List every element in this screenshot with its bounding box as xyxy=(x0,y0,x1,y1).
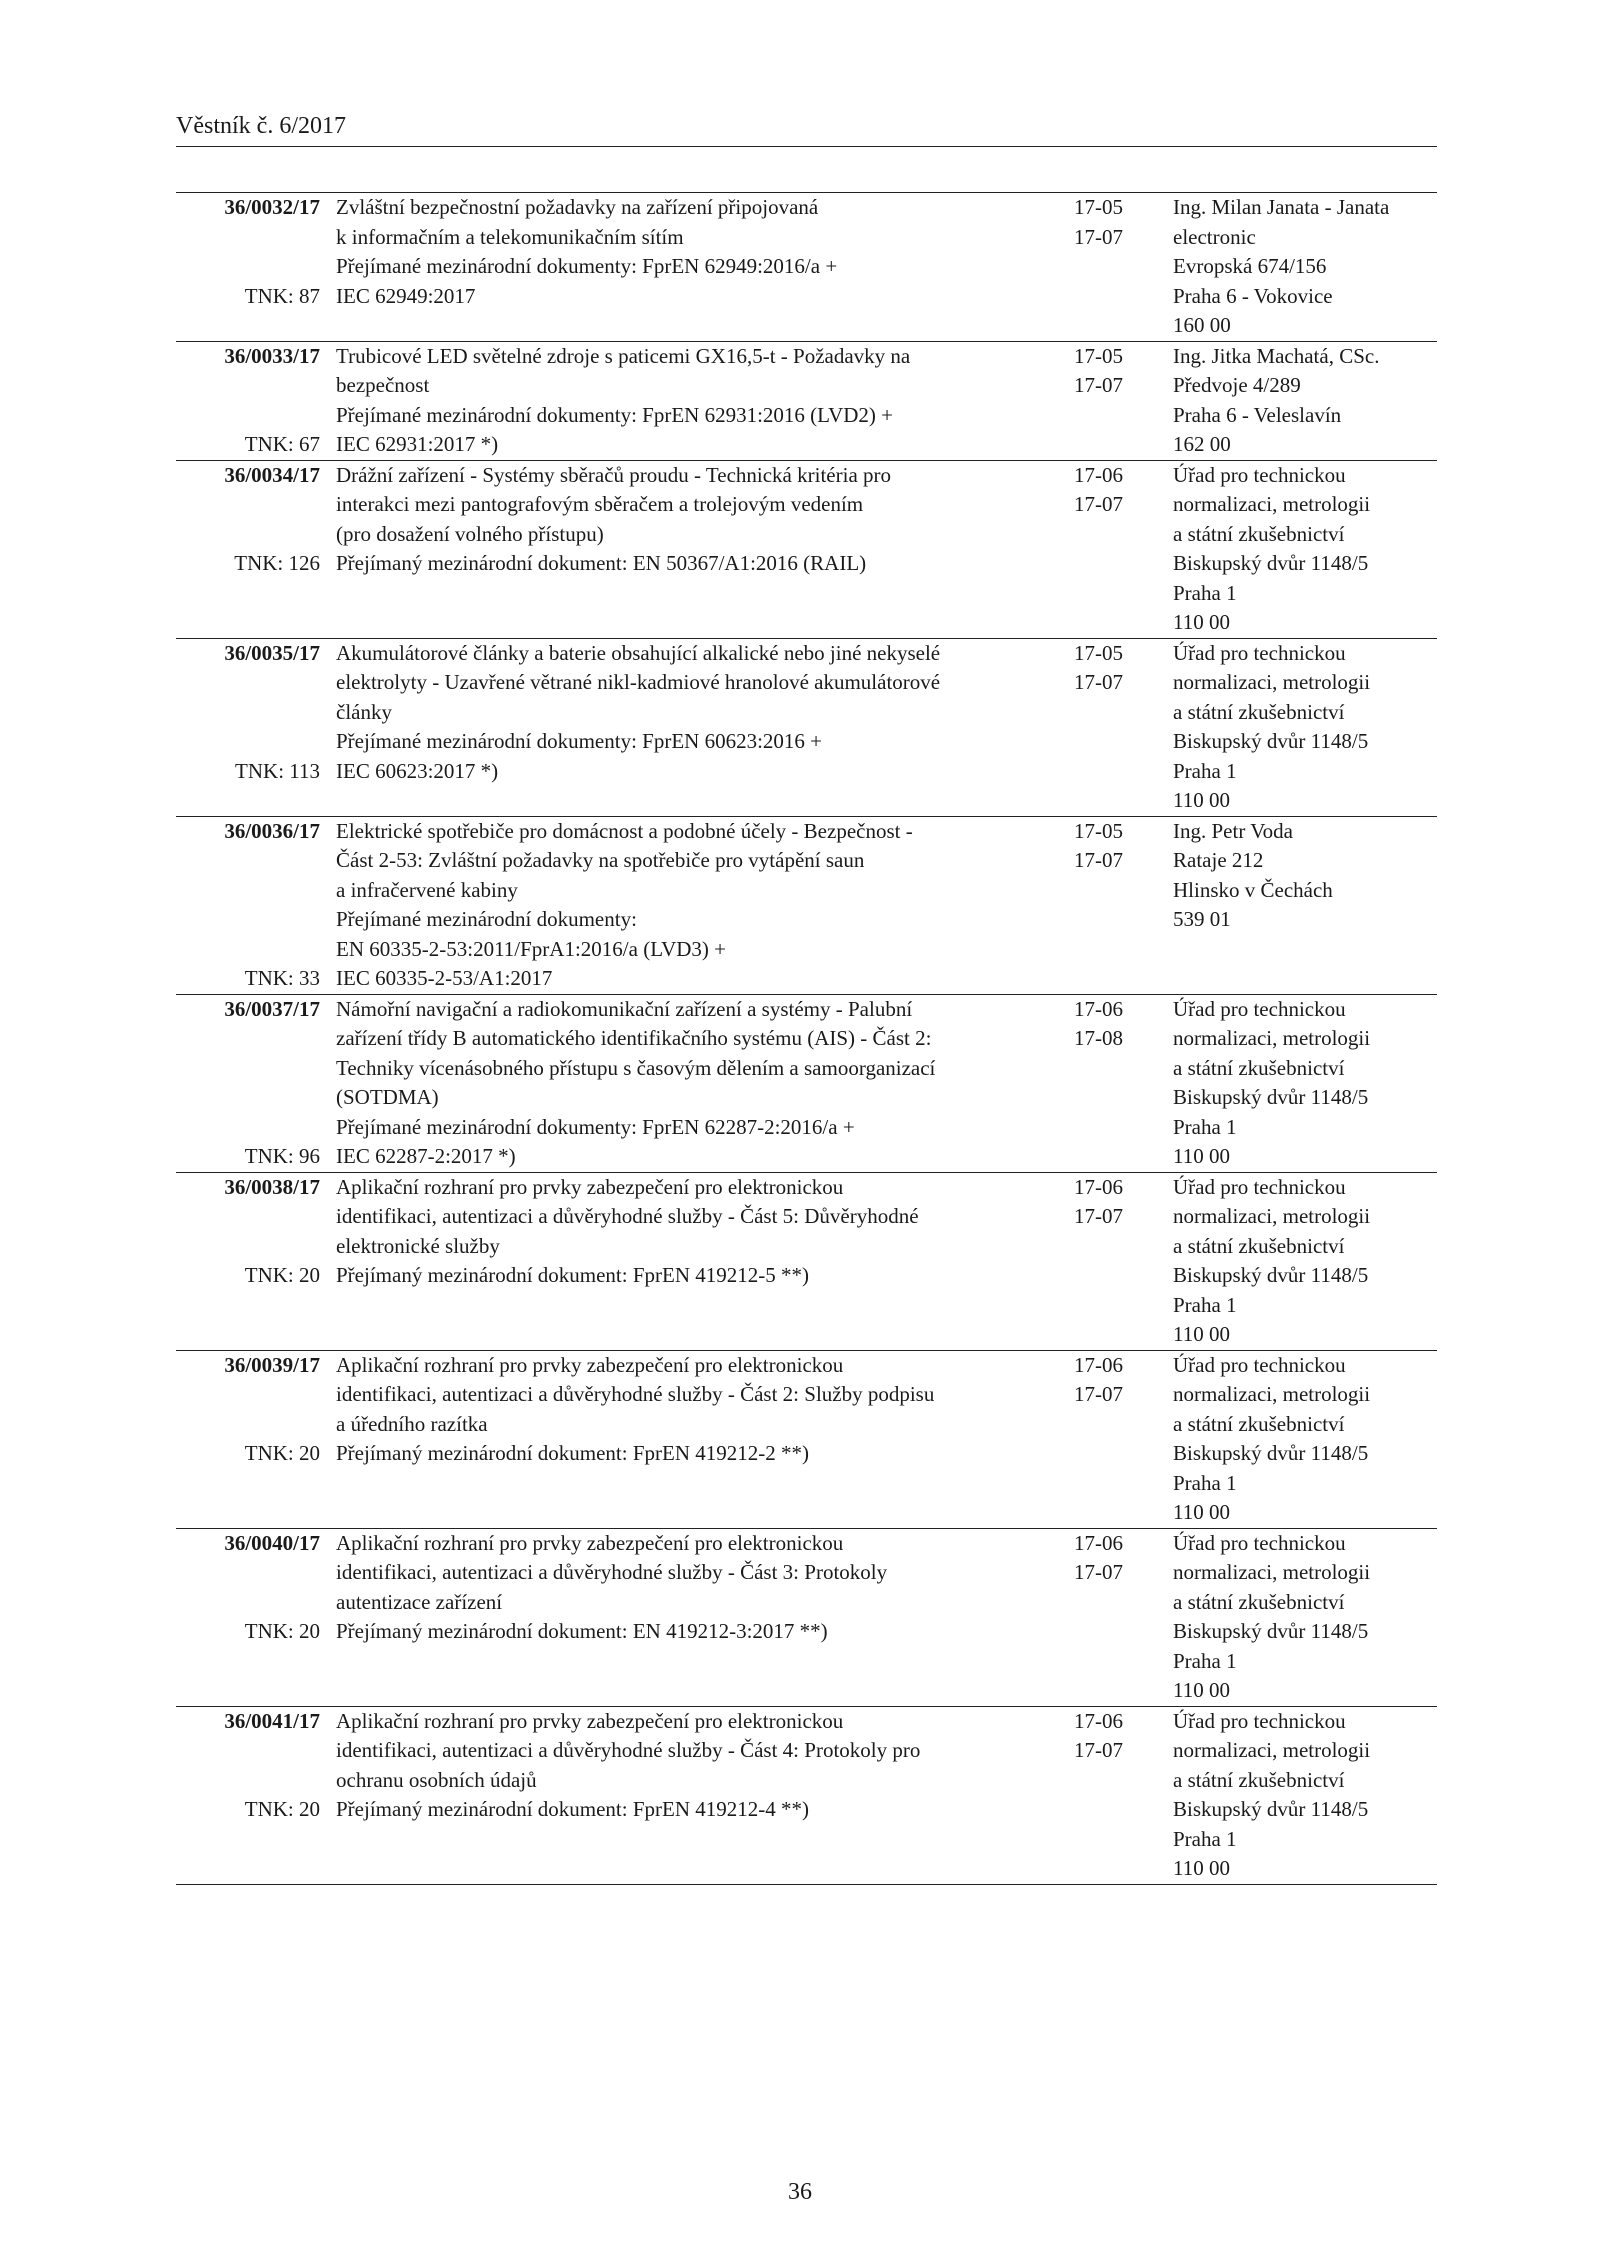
tnk-label: TNK: 87 xyxy=(244,283,320,308)
description-line: interakci mezi pantografovým sběračem a trolejovým vedením xyxy=(336,492,864,516)
description-line: elektrolyty - Uzavřené větrané nikl-kadmiové hranolové akumulátorové xyxy=(336,670,941,694)
deadline-dates xyxy=(1070,1707,1167,1884)
address-line: Praha 6 - Vokovice xyxy=(1173,283,1333,308)
date-value: 17-07 xyxy=(1074,373,1123,397)
standard-description xyxy=(326,817,1070,994)
description-line: IEC 60623:2017 *) xyxy=(336,758,499,783)
entry-number: 36/0033/17 xyxy=(224,343,320,368)
table-row xyxy=(176,994,1437,1172)
address-line: normalizaci, metrologii xyxy=(1173,1382,1371,1406)
description-line: a úředního razítka xyxy=(336,1411,488,1436)
address-line: Úřad pro technickou xyxy=(1173,1174,1346,1199)
date-value: 17-07 xyxy=(1074,1382,1123,1406)
entry-id-cell xyxy=(176,817,326,994)
address-line: a státní zkušebnictví xyxy=(1173,1411,1345,1436)
description-line: Přejímané mezinárodní dokumenty: FprEN 62287-2:2016/a + xyxy=(336,1114,855,1139)
tnk-label: TNK: 33 xyxy=(244,966,320,990)
date-value: 17-08 xyxy=(1074,1026,1123,1050)
address-line: 160 00 xyxy=(1173,313,1231,337)
description-line: Zvláštní bezpečnostní požadavky na zařízení připojovaná xyxy=(336,195,819,219)
address-line: normalizaci, metrologii xyxy=(1173,492,1371,516)
address-line: Evropská 674/156 xyxy=(1173,254,1327,278)
description-line: Přejímané mezinárodní dokumenty: xyxy=(336,907,637,931)
address-line: Biskupský dvůr 1148/5 xyxy=(1173,1263,1369,1287)
date-value: 17-07 xyxy=(1074,492,1123,516)
date-value: 17-07 xyxy=(1074,1204,1123,1228)
address-line: Úřad pro technickou xyxy=(1173,1530,1346,1555)
deadline-dates xyxy=(1070,995,1167,1172)
contact-address xyxy=(1167,995,1437,1172)
address-line: Ing. Milan Janata - Janata xyxy=(1173,195,1390,219)
entry-number: 36/0040/17 xyxy=(224,1530,320,1555)
description-line: identifikaci, autentizaci a důvěryhodné služby - Část 5: Důvěryhodné xyxy=(336,1204,919,1228)
contact-address xyxy=(1167,1351,1437,1528)
address-line: Biskupský dvůr 1148/5 xyxy=(1173,1797,1369,1821)
description-line: identifikaci, autentizaci a důvěryhodné služby - Část 2: Služby podpisu xyxy=(336,1382,935,1406)
tnk-label: TNK: 67 xyxy=(244,432,320,456)
table-row xyxy=(176,193,1437,341)
address-line: normalizaci, metrologii xyxy=(1173,1560,1371,1584)
address-line: Biskupský dvůr 1148/5 xyxy=(1173,1085,1369,1109)
address-line: Úřad pro technickou xyxy=(1173,1708,1346,1733)
address-line: Ing. Petr Voda xyxy=(1173,818,1293,843)
description-line: Trubicové LED světelné zdroje s paticemi GX16,5-t - Požadavky na xyxy=(336,343,911,368)
entry-number: 36/0036/17 xyxy=(224,818,320,843)
address-line: 110 00 xyxy=(1173,610,1230,634)
contact-address xyxy=(1167,342,1437,460)
deadline-dates xyxy=(1070,1529,1167,1706)
entry-number: 36/0039/17 xyxy=(224,1352,320,1377)
address-line: Biskupský dvůr 1148/5 xyxy=(1173,1441,1369,1465)
address-line: 539 01 xyxy=(1173,907,1231,931)
description-line: IEC 62287-2:2017 *) xyxy=(336,1144,516,1168)
address-line: a státní zkušebnictví xyxy=(1173,699,1345,724)
table-row xyxy=(176,1350,1437,1528)
standard-description xyxy=(326,639,1070,816)
standard-description xyxy=(326,461,1070,638)
address-line: Biskupský dvůr 1148/5 xyxy=(1173,551,1369,575)
description-line: Přejímaný mezinárodní dokument: FprEN 419212-5 **) xyxy=(336,1263,810,1287)
address-line: Praha 1 xyxy=(1173,580,1237,605)
description-line: Přejímaný mezinárodní dokument: FprEN 419212-2 **) xyxy=(336,1441,810,1465)
standard-description xyxy=(326,995,1070,1172)
address-line: 162 00 xyxy=(1173,432,1231,456)
description-line: IEC 62931:2017 *) xyxy=(336,432,499,456)
description-line: k informačním a telekomunikačním sítím xyxy=(336,224,684,249)
standard-description xyxy=(326,1707,1070,1884)
standard-description xyxy=(326,1351,1070,1528)
date-value: 17-07 xyxy=(1074,670,1123,694)
entry-id-cell xyxy=(176,461,326,579)
entry-number: 36/0035/17 xyxy=(224,640,320,665)
address-line: Praha 1 xyxy=(1173,1826,1237,1851)
description-line: Techniky vícenásobného přístupu s časovým dělením a samoorganizací xyxy=(336,1055,936,1080)
description-line: zařízení třídy B automatického identifikačního systému (AIS) - Část 2: xyxy=(336,1026,932,1050)
table-row xyxy=(176,638,1437,816)
tnk-label: TNK: 20 xyxy=(244,1263,320,1287)
address-line: electronic xyxy=(1173,224,1256,249)
table-row xyxy=(176,816,1437,994)
entry-id-cell xyxy=(176,1529,326,1647)
date-value: 17-06 xyxy=(1074,462,1123,487)
address-line: normalizaci, metrologii xyxy=(1173,1204,1371,1228)
date-value: 17-05 xyxy=(1074,818,1123,843)
contact-address xyxy=(1167,193,1437,341)
address-line: Praha 1 xyxy=(1173,1114,1237,1139)
date-value: 17-06 xyxy=(1074,1352,1123,1377)
entry-id-cell xyxy=(176,193,326,311)
bulletin-title: Věstník č. 6/2017 xyxy=(176,113,346,139)
description-line: elektronické služby xyxy=(336,1233,500,1258)
address-line: Úřad pro technickou xyxy=(1173,640,1346,665)
entry-number: 36/0038/17 xyxy=(224,1174,320,1199)
table-row xyxy=(176,1172,1437,1350)
description-line: (pro dosažení volného přístupu) xyxy=(336,521,604,546)
tnk-label: TNK: 20 xyxy=(244,1441,320,1465)
address-line: Praha 6 - Veleslavín xyxy=(1173,402,1342,427)
description-line: Přejímaný mezinárodní dokument: EN 419212-3:2017 **) xyxy=(336,1619,828,1643)
contact-address xyxy=(1167,817,1437,994)
entry-id-cell xyxy=(176,639,326,787)
address-line: Předvoje 4/289 xyxy=(1173,373,1301,397)
standards-table xyxy=(176,192,1437,1885)
date-value: 17-07 xyxy=(1074,1560,1123,1584)
entry-id-cell xyxy=(176,1173,326,1291)
description-line: ochranu osobních údajů xyxy=(336,1767,537,1792)
date-value: 17-05 xyxy=(1074,640,1123,665)
date-value: 17-06 xyxy=(1074,1530,1123,1555)
tnk-label: TNK: 96 xyxy=(244,1144,320,1168)
entry-number: 36/0034/17 xyxy=(224,462,320,487)
contact-address xyxy=(1167,1707,1437,1884)
contact-address xyxy=(1167,461,1437,638)
tnk-label: TNK: 113 xyxy=(235,758,320,783)
address-line: 110 00 xyxy=(1173,1322,1230,1346)
address-line: Úřad pro technickou xyxy=(1173,462,1346,487)
date-value: 17-07 xyxy=(1074,848,1123,872)
address-line: normalizaci, metrologii xyxy=(1173,670,1371,694)
description-line: Aplikační rozhraní pro prvky zabezpečení pro elektronickou xyxy=(336,1352,844,1377)
table-row xyxy=(176,341,1437,460)
page-number: 36 xyxy=(788,2179,812,2205)
entry-number: 36/0041/17 xyxy=(224,1708,320,1733)
description-line: identifikaci, autentizaci a důvěryhodné služby - Část 3: Protokoly xyxy=(336,1560,888,1584)
description-line: IEC 62949:2017 xyxy=(336,283,476,308)
address-line: 110 00 xyxy=(1173,1856,1230,1880)
description-line: identifikaci, autentizaci a důvěryhodné služby - Část 4: Protokoly pro xyxy=(336,1738,921,1762)
entry-id-cell xyxy=(176,1351,326,1469)
date-value: 17-06 xyxy=(1074,1708,1123,1733)
address-line: Biskupský dvůr 1148/5 xyxy=(1173,729,1369,753)
deadline-dates xyxy=(1070,817,1167,994)
description-line: Přejímané mezinárodní dokumenty: FprEN 60623:2016 + xyxy=(336,729,823,753)
description-line: Námořní navigační a radiokomunikační zařízení a systémy - Palubní xyxy=(336,996,913,1021)
contact-address xyxy=(1167,1173,1437,1350)
description-line: IEC 60335-2-53/A1:2017 xyxy=(336,966,553,990)
address-line: a státní zkušebnictví xyxy=(1173,1767,1345,1792)
description-line: Aplikační rozhraní pro prvky zabezpečení pro elektronickou xyxy=(336,1174,844,1199)
header-divider xyxy=(176,146,1437,147)
entry-id-cell xyxy=(176,342,326,460)
description-line: Aplikační rozhraní pro prvky zabezpečení pro elektronickou xyxy=(336,1708,844,1733)
address-line: a státní zkušebnictví xyxy=(1173,521,1345,546)
address-line: normalizaci, metrologii xyxy=(1173,1026,1371,1050)
standard-description xyxy=(326,1529,1070,1706)
address-line: Ing. Jitka Machatá, CSc. xyxy=(1173,343,1380,368)
entry-id-cell xyxy=(176,1707,326,1825)
address-line: Praha 1 xyxy=(1173,1292,1237,1317)
address-line: a státní zkušebnictví xyxy=(1173,1589,1345,1614)
table-row xyxy=(176,1706,1437,1884)
standard-description xyxy=(326,342,1070,460)
deadline-dates xyxy=(1070,1173,1167,1350)
description-line: Přejímaný mezinárodní dokument: FprEN 419212-4 **) xyxy=(336,1797,810,1821)
description-line: autentizace zařízení xyxy=(336,1589,503,1614)
description-line: EN 60335-2-53:2011/FprA1:2016/a (LVD3) + xyxy=(336,936,727,961)
description-line: Akumulátorové články a baterie obsahující alkalické nebo jiné nekyselé xyxy=(336,640,941,665)
standard-description xyxy=(326,1173,1070,1350)
contact-address xyxy=(1167,639,1437,816)
address-line: 110 00 xyxy=(1173,788,1230,812)
tnk-label: TNK: 20 xyxy=(244,1797,320,1821)
date-value: 17-06 xyxy=(1074,996,1123,1021)
description-line: a infračervené kabiny xyxy=(336,877,518,902)
deadline-dates xyxy=(1070,639,1167,816)
table-row xyxy=(176,460,1437,638)
address-line: Úřad pro technickou xyxy=(1173,996,1346,1021)
deadline-dates xyxy=(1070,1351,1167,1528)
standard-description xyxy=(326,193,1070,341)
description-line: Přejímané mezinárodní dokumenty: FprEN 62949:2016/a + xyxy=(336,254,838,278)
description-line: Drážní zařízení - Systémy sběračů proudu - Technická kritéria pro xyxy=(336,462,892,487)
address-line: Hlinsko v Čechách xyxy=(1173,877,1333,902)
address-line: a státní zkušebnictví xyxy=(1173,1055,1345,1080)
date-value: 17-05 xyxy=(1074,195,1123,219)
deadline-dates xyxy=(1070,342,1167,460)
deadline-dates xyxy=(1070,193,1167,341)
description-line: bezpečnost xyxy=(336,373,430,397)
address-line: Biskupský dvůr 1148/5 xyxy=(1173,1619,1369,1643)
description-line: Přejímaný mezinárodní dokument: EN 50367/A1:2016 (RAIL) xyxy=(336,551,867,575)
tnk-label: TNK: 20 xyxy=(244,1619,320,1643)
description-line: (SOTDMA) xyxy=(336,1085,439,1109)
deadline-dates xyxy=(1070,461,1167,638)
address-line: 110 00 xyxy=(1173,1144,1230,1168)
table-row xyxy=(176,1528,1437,1706)
description-line: články xyxy=(336,699,392,724)
entry-number: 36/0037/17 xyxy=(224,996,320,1021)
address-line: normalizaci, metrologii xyxy=(1173,1738,1371,1762)
description-line: Aplikační rozhraní pro prvky zabezpečení pro elektronickou xyxy=(336,1530,844,1555)
entry-number: 36/0032/17 xyxy=(224,195,320,219)
date-value: 17-07 xyxy=(1074,224,1123,249)
address-line: Praha 1 xyxy=(1173,1470,1237,1495)
description-line: Elektrické spotřebiče pro domácnost a podobné účely - Bezpečnost - xyxy=(336,818,913,843)
address-line: Rataje 212 xyxy=(1173,848,1264,872)
date-value: 17-05 xyxy=(1074,343,1123,368)
entry-id-cell xyxy=(176,995,326,1172)
address-line: a státní zkušebnictví xyxy=(1173,1233,1345,1258)
contact-address xyxy=(1167,1529,1437,1706)
tnk-label: TNK: 126 xyxy=(234,551,320,575)
address-line: Praha 1 xyxy=(1173,1648,1237,1673)
description-line: Část 2-53: Zvláštní požadavky na spotřebiče pro vytápění saun xyxy=(336,848,865,872)
address-line: 110 00 xyxy=(1173,1678,1230,1702)
address-line: Praha 1 xyxy=(1173,758,1237,783)
date-value: 17-07 xyxy=(1074,1738,1123,1762)
address-line: 110 00 xyxy=(1173,1500,1230,1524)
address-line: Úřad pro technickou xyxy=(1173,1352,1346,1377)
date-value: 17-06 xyxy=(1074,1174,1123,1199)
description-line: Přejímané mezinárodní dokumenty: FprEN 62931:2016 (LVD2) + xyxy=(336,402,893,427)
